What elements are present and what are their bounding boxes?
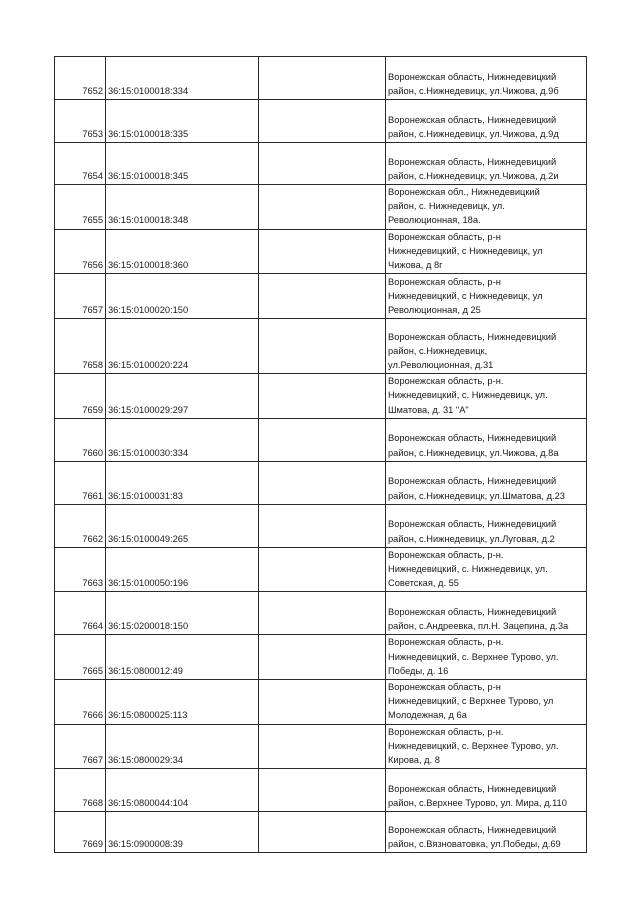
cadastral-number: 36:15:0800025:113: [106, 680, 259, 725]
empty-cell: [259, 185, 386, 230]
empty-cell: [259, 635, 386, 680]
cadastral-number: 36:15:0200018:150: [106, 592, 259, 635]
empty-cell: [259, 592, 386, 635]
row-number: 7662: [55, 504, 106, 547]
table-row: [55, 274, 587, 319]
empty-cell: [259, 680, 386, 725]
empty-cell: [259, 547, 386, 592]
cadastral-number: 36:15:0100018:335: [106, 100, 259, 143]
empty-cell: [259, 374, 386, 419]
empty-cell: [259, 724, 386, 769]
row-number: 7659: [55, 374, 106, 419]
table-row: [55, 100, 587, 143]
table-row: [55, 592, 587, 635]
row-number: 7669: [55, 812, 106, 853]
address-cell: Воронежская область, Нижнедевицкий район, с.Нижнедевицк, ул.Чижова, д.9б: [386, 57, 587, 100]
table-row: [55, 769, 587, 812]
table-row: [55, 680, 587, 725]
address-cell: Воронежская область, р-н. Нижнедевицкий, с. Верхнее Турово, ул. Кирова, д. 8: [386, 724, 587, 769]
address-cell: Воронежская обл., Нижнедевицкий район, с. Нижнедевицк, ул. Революционная, 18а.: [386, 185, 587, 230]
row-number: 7667: [55, 724, 106, 769]
cadastral-number: 36:15:0100030:334: [106, 418, 259, 461]
table-row: [55, 143, 587, 185]
row-number: 7654: [55, 143, 106, 185]
empty-cell: [259, 418, 386, 461]
address-cell: Воронежская область, Нижнедевицкий район, с.Андреевка, пл.Н. Зацепина, д.3а: [386, 592, 587, 635]
cadastral-number: 36:15:0800044:104: [106, 769, 259, 812]
row-number: 7655: [55, 185, 106, 230]
row-number: 7658: [55, 319, 106, 374]
registry-table-body: [55, 57, 587, 853]
row-number: 7661: [55, 461, 106, 504]
empty-cell: [259, 504, 386, 547]
table-row: [55, 229, 587, 274]
address-cell: Воронежская область, Нижнедевицкий район, с.Нижнедевицк, ул.Чижова, д.9д: [386, 100, 587, 143]
row-number: 7653: [55, 100, 106, 143]
row-number: 7666: [55, 680, 106, 725]
empty-cell: [259, 100, 386, 143]
cadastral-number: 36:15:0100050:196: [106, 547, 259, 592]
cadastral-number: 36:15:0100020:224: [106, 319, 259, 374]
cadastral-number: 36:15:0100018:348: [106, 185, 259, 230]
row-number: 7668: [55, 769, 106, 812]
table-row: [55, 504, 587, 547]
cadastral-number: 36:15:0100020:150: [106, 274, 259, 319]
table-row: [55, 57, 587, 100]
address-cell: Воронежская область, Нижнедевицкий район, с.Нижнедевицк, ул.Луговая, д.2: [386, 504, 587, 547]
address-cell: Воронежская область, р-н. Нижнедевицкий, с. Нижнедевицк, ул. Шматова, д. 31 "А": [386, 374, 587, 419]
address-cell: Воронежская область, р-н. Нижнедевицкий, с. Нижнедевицк, ул. Советская, д. 55: [386, 547, 587, 592]
address-cell: Воронежская область, р-н. Нижнедевицкий, с. Верхнее Турово, ул. Победы, д. 16: [386, 635, 587, 680]
address-cell: Воронежская область, р-н Нижнедевицкий, с Верхнее Турово, ул Молодежная, д 6а: [386, 680, 587, 725]
cadastral-number: 36:15:0100031:83: [106, 461, 259, 504]
table-row: [55, 185, 587, 230]
table-row: [55, 635, 587, 680]
empty-cell: [259, 812, 386, 853]
empty-cell: [259, 461, 386, 504]
empty-cell: [259, 769, 386, 812]
row-number: 7663: [55, 547, 106, 592]
cadastral-number: 36:15:0100029:297: [106, 374, 259, 419]
address-cell: Воронежская область, Нижнедевицкий район, с.Нижнедевицк, ул.Революционная, д.31: [386, 319, 587, 374]
cadastral-number: 36:15:0100018:360: [106, 229, 259, 274]
row-number: 7652: [55, 57, 106, 100]
table-row: [55, 812, 587, 853]
empty-cell: [259, 57, 386, 100]
cadastral-number: 36:15:0100018:334: [106, 57, 259, 100]
cadastral-number: 36:15:0800012:49: [106, 635, 259, 680]
empty-cell: [259, 229, 386, 274]
row-number: 7665: [55, 635, 106, 680]
table-row: [55, 724, 587, 769]
address-cell: Воронежская область, Нижнедевицкий район, с.Нижнедевицк, ул.Шматова, д.23: [386, 461, 587, 504]
cadastral-number: 36:15:0100018:345: [106, 143, 259, 185]
address-cell: Воронежская область, Нижнедевицкий район, с.Верхнее Турово, ул. Мира, д.110: [386, 769, 587, 812]
empty-cell: [259, 143, 386, 185]
address-cell: Воронежская область, р-н Нижнедевицкий, с Нижнедевицк, ул Революционная, д 25: [386, 274, 587, 319]
table-row: [55, 319, 587, 374]
empty-cell: [259, 319, 386, 374]
cadastral-number: 36:15:0100049:265: [106, 504, 259, 547]
empty-cell: [259, 274, 386, 319]
cadastral-number: 36:15:0800029:34: [106, 724, 259, 769]
cadastral-number: 36:15:0900008:39: [106, 812, 259, 853]
address-cell: Воронежская область, Нижнедевицкий район, с.Нижнедевицк, ул.Чижова, д.8а: [386, 418, 587, 461]
row-number: 7657: [55, 274, 106, 319]
row-number: 7656: [55, 229, 106, 274]
row-number: 7664: [55, 592, 106, 635]
address-cell: Воронежская область, р-н Нижнедевицкий, с Нижнедевицк, ул Чижова, д 8г: [386, 229, 587, 274]
row-number: 7660: [55, 418, 106, 461]
table-row: [55, 547, 587, 592]
address-cell: Воронежская область, Нижнедевицкий район, с.Нижнедевицк, ул.Чижова, д.2и: [386, 143, 587, 185]
table-row: [55, 374, 587, 419]
address-cell: Воронежская область, Нижнедевицкий район, с.Вязноватовка, ул.Победы, д.69: [386, 812, 587, 853]
table-row: [55, 461, 587, 504]
property-registry-table: [54, 56, 587, 853]
table-row: [55, 418, 587, 461]
